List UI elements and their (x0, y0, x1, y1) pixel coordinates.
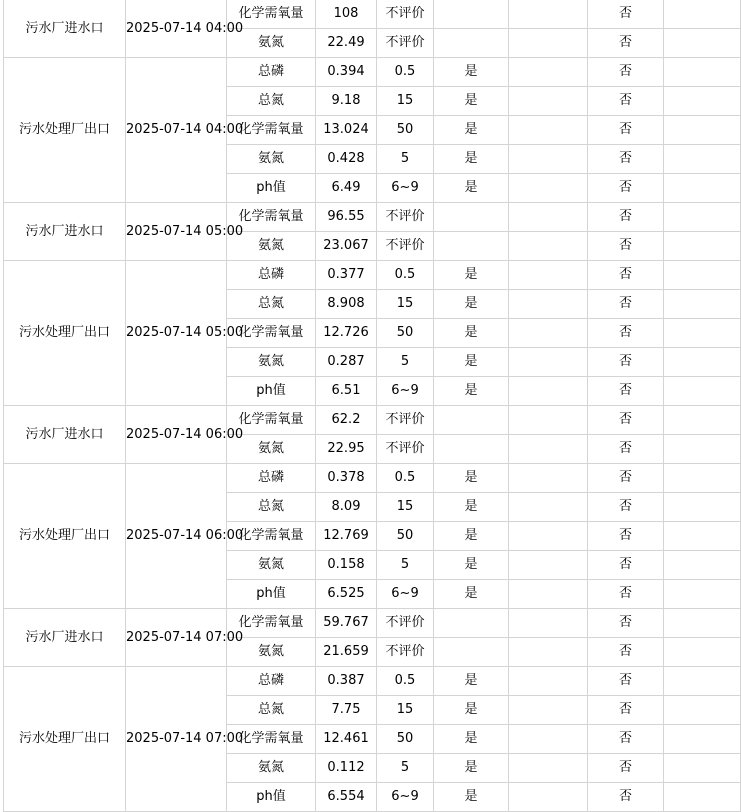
parameter-name-cell: 总氮 (227, 696, 316, 725)
parameter-name-cell: 化学需氧量 (227, 116, 316, 145)
measured-value-cell: 59.767 (316, 609, 377, 638)
blank-cell (664, 319, 741, 348)
measured-value-cell: 0.387 (316, 667, 377, 696)
standard-limit-cell: 6~9 (377, 377, 434, 406)
exceedance-cell: 否 (588, 696, 664, 725)
blank-cell (509, 551, 588, 580)
compliance-cell: 是 (434, 290, 509, 319)
measured-value-cell: 0.112 (316, 754, 377, 783)
standard-limit-cell: 50 (377, 116, 434, 145)
exceedance-cell: 否 (588, 319, 664, 348)
parameter-name-cell: 总磷 (227, 464, 316, 493)
exceedance-cell: 否 (588, 580, 664, 609)
exceedance-cell: 否 (588, 754, 664, 783)
blank-cell (664, 261, 741, 290)
compliance-cell: 是 (434, 116, 509, 145)
standard-limit-cell: 0.5 (377, 464, 434, 493)
monitoring-time-cell: 2025-07-14 04:00 (126, 0, 227, 58)
exceedance-cell: 否 (588, 174, 664, 203)
measured-value-cell: 0.378 (316, 464, 377, 493)
standard-limit-cell: 15 (377, 493, 434, 522)
table-row (4, 58, 741, 87)
measured-value-cell: 6.525 (316, 580, 377, 609)
parameter-name-cell: ph值 (227, 580, 316, 609)
blank-cell (664, 58, 741, 87)
measured-value-cell: 108 (316, 0, 377, 29)
compliance-cell: 是 (434, 145, 509, 174)
parameter-name-cell: ph值 (227, 174, 316, 203)
blank-cell (664, 667, 741, 696)
monitoring-site-cell: 污水处理厂出口 (4, 58, 126, 203)
monitoring-site-cell: 污水厂进水口 (4, 0, 126, 58)
parameter-name-cell: 氨氮 (227, 435, 316, 464)
standard-limit-cell: 6~9 (377, 580, 434, 609)
standard-limit-cell: 5 (377, 754, 434, 783)
parameter-name-cell: 氨氮 (227, 551, 316, 580)
blank-cell (509, 580, 588, 609)
blank-cell (664, 203, 741, 232)
exceedance-cell: 否 (588, 377, 664, 406)
compliance-cell (434, 638, 509, 667)
standard-limit-cell: 5 (377, 551, 434, 580)
compliance-cell: 是 (434, 377, 509, 406)
blank-cell (509, 174, 588, 203)
compliance-cell: 是 (434, 261, 509, 290)
table-row (4, 203, 741, 232)
standard-limit-cell: 50 (377, 725, 434, 754)
blank-cell (664, 116, 741, 145)
monitoring-time-cell: 2025-07-14 05:00 (126, 203, 227, 261)
compliance-cell: 是 (434, 580, 509, 609)
monitoring-time-cell: 2025-07-14 04:00 (126, 58, 227, 203)
blank-cell (509, 493, 588, 522)
standard-limit-cell: 不评价 (377, 406, 434, 435)
table-row (4, 464, 741, 493)
blank-cell (509, 435, 588, 464)
parameter-name-cell: 总氮 (227, 493, 316, 522)
compliance-cell (434, 435, 509, 464)
blank-cell (509, 0, 588, 29)
blank-cell (509, 87, 588, 116)
measured-value-cell: 96.55 (316, 203, 377, 232)
exceedance-cell: 否 (588, 29, 664, 58)
monitoring-time-cell: 2025-07-14 06:00 (126, 406, 227, 464)
table-row (4, 667, 741, 696)
measured-value-cell: 9.18 (316, 87, 377, 116)
parameter-name-cell: 化学需氧量 (227, 725, 316, 754)
monitoring-time-cell: 2025-07-14 06:00 (126, 464, 227, 609)
measured-value-cell: 22.95 (316, 435, 377, 464)
compliance-cell: 是 (434, 783, 509, 812)
exceedance-cell: 否 (588, 725, 664, 754)
compliance-cell: 是 (434, 493, 509, 522)
blank-cell (664, 493, 741, 522)
exceedance-cell: 否 (588, 145, 664, 174)
parameter-name-cell: 化学需氧量 (227, 203, 316, 232)
compliance-cell: 是 (434, 348, 509, 377)
exceedance-cell: 否 (588, 435, 664, 464)
blank-cell (664, 522, 741, 551)
monitoring-site-cell: 污水厂进水口 (4, 609, 126, 667)
exceedance-cell: 否 (588, 232, 664, 261)
exceedance-cell: 否 (588, 290, 664, 319)
blank-cell (509, 406, 588, 435)
monitoring-time-cell: 2025-07-14 05:00 (126, 261, 227, 406)
parameter-name-cell: 氨氮 (227, 754, 316, 783)
blank-cell (664, 638, 741, 667)
table-body (4, 0, 741, 812)
compliance-cell: 是 (434, 725, 509, 754)
exceedance-cell: 否 (588, 464, 664, 493)
measured-value-cell: 13.024 (316, 116, 377, 145)
exceedance-cell: 否 (588, 783, 664, 812)
measured-value-cell: 12.726 (316, 319, 377, 348)
blank-cell (509, 145, 588, 174)
compliance-cell: 是 (434, 58, 509, 87)
parameter-name-cell: 氨氮 (227, 638, 316, 667)
exceedance-cell: 否 (588, 609, 664, 638)
exceedance-cell: 否 (588, 406, 664, 435)
parameter-name-cell: 总磷 (227, 58, 316, 87)
exceedance-cell: 否 (588, 667, 664, 696)
exceedance-cell: 否 (588, 522, 664, 551)
exceedance-cell: 否 (588, 348, 664, 377)
compliance-cell: 是 (434, 174, 509, 203)
measured-value-cell: 22.49 (316, 29, 377, 58)
blank-cell (664, 580, 741, 609)
parameter-name-cell: 氨氮 (227, 232, 316, 261)
parameter-name-cell: 总磷 (227, 667, 316, 696)
measured-value-cell: 0.287 (316, 348, 377, 377)
compliance-cell (434, 203, 509, 232)
standard-limit-cell: 15 (377, 290, 434, 319)
parameter-name-cell: 氨氮 (227, 348, 316, 377)
compliance-cell: 是 (434, 319, 509, 348)
exceedance-cell: 否 (588, 0, 664, 29)
exceedance-cell: 否 (588, 116, 664, 145)
parameter-name-cell: 化学需氧量 (227, 0, 316, 29)
monitoring-time-cell: 2025-07-14 07:00 (126, 609, 227, 667)
blank-cell (664, 29, 741, 58)
measured-value-cell: 12.769 (316, 522, 377, 551)
blank-cell (664, 464, 741, 493)
standard-limit-cell: 15 (377, 87, 434, 116)
compliance-cell: 是 (434, 464, 509, 493)
compliance-cell (434, 232, 509, 261)
parameter-name-cell: 化学需氧量 (227, 406, 316, 435)
exceedance-cell: 否 (588, 203, 664, 232)
standard-limit-cell: 0.5 (377, 261, 434, 290)
blank-cell (664, 174, 741, 203)
parameter-name-cell: 氨氮 (227, 29, 316, 58)
compliance-cell: 是 (434, 551, 509, 580)
blank-cell (664, 754, 741, 783)
monitoring-time-cell: 2025-07-14 07:00 (126, 667, 227, 812)
monitoring-site-cell: 污水厂进水口 (4, 203, 126, 261)
parameter-name-cell: ph值 (227, 783, 316, 812)
monitoring-site-cell: 污水处理厂出口 (4, 261, 126, 406)
measured-value-cell: 6.51 (316, 377, 377, 406)
standard-limit-cell: 50 (377, 522, 434, 551)
parameter-name-cell: 化学需氧量 (227, 609, 316, 638)
blank-cell (664, 435, 741, 464)
blank-cell (664, 725, 741, 754)
blank-cell (664, 609, 741, 638)
compliance-cell: 是 (434, 696, 509, 725)
blank-cell (509, 29, 588, 58)
measured-value-cell: 12.461 (316, 725, 377, 754)
standard-limit-cell: 不评价 (377, 232, 434, 261)
standard-limit-cell: 不评价 (377, 638, 434, 667)
blank-cell (509, 464, 588, 493)
parameter-name-cell: 化学需氧量 (227, 522, 316, 551)
standard-limit-cell: 0.5 (377, 667, 434, 696)
blank-cell (664, 0, 741, 29)
measured-value-cell: 8.908 (316, 290, 377, 319)
exceedance-cell: 否 (588, 493, 664, 522)
monitoring-site-cell: 污水处理厂出口 (4, 464, 126, 609)
blank-cell (509, 319, 588, 348)
monitoring-site-cell: 污水厂进水口 (4, 406, 126, 464)
standard-limit-cell: 5 (377, 348, 434, 377)
standard-limit-cell: 6~9 (377, 783, 434, 812)
table-row (4, 609, 741, 638)
table-row (4, 0, 741, 29)
measured-value-cell: 23.067 (316, 232, 377, 261)
blank-cell (664, 290, 741, 319)
parameter-name-cell: 总磷 (227, 261, 316, 290)
exceedance-cell: 否 (588, 87, 664, 116)
blank-cell (509, 754, 588, 783)
table-row (4, 261, 741, 290)
measured-value-cell: 0.428 (316, 145, 377, 174)
blank-cell (509, 783, 588, 812)
compliance-cell (434, 29, 509, 58)
blank-cell (664, 377, 741, 406)
standard-limit-cell: 0.5 (377, 58, 434, 87)
blank-cell (509, 725, 588, 754)
blank-cell (509, 667, 588, 696)
measured-value-cell: 8.09 (316, 493, 377, 522)
exceedance-cell: 否 (588, 638, 664, 667)
blank-cell (509, 203, 588, 232)
compliance-cell: 是 (434, 522, 509, 551)
measured-value-cell: 62.2 (316, 406, 377, 435)
measured-value-cell: 21.659 (316, 638, 377, 667)
parameter-name-cell: 化学需氧量 (227, 319, 316, 348)
table-row (4, 406, 741, 435)
exceedance-cell: 否 (588, 551, 664, 580)
blank-cell (664, 406, 741, 435)
monitoring-site-cell: 污水处理厂出口 (4, 667, 126, 812)
blank-cell (509, 696, 588, 725)
blank-cell (509, 261, 588, 290)
blank-cell (664, 232, 741, 261)
standard-limit-cell: 不评价 (377, 0, 434, 29)
blank-cell (509, 638, 588, 667)
standard-limit-cell: 6~9 (377, 174, 434, 203)
standard-limit-cell: 50 (377, 319, 434, 348)
compliance-cell: 是 (434, 667, 509, 696)
standard-limit-cell: 15 (377, 696, 434, 725)
measured-value-cell: 6.49 (316, 174, 377, 203)
measured-value-cell: 6.554 (316, 783, 377, 812)
parameter-name-cell: 总氮 (227, 87, 316, 116)
blank-cell (509, 232, 588, 261)
monitoring-table (3, 0, 741, 812)
compliance-cell (434, 0, 509, 29)
blank-cell (509, 290, 588, 319)
blank-cell (509, 116, 588, 145)
compliance-cell (434, 406, 509, 435)
blank-cell (509, 522, 588, 551)
blank-cell (664, 145, 741, 174)
blank-cell (664, 348, 741, 377)
blank-cell (664, 87, 741, 116)
compliance-cell: 是 (434, 87, 509, 116)
blank-cell (509, 58, 588, 87)
standard-limit-cell: 5 (377, 145, 434, 174)
measured-value-cell: 7.75 (316, 696, 377, 725)
compliance-cell: 是 (434, 754, 509, 783)
measured-value-cell: 0.377 (316, 261, 377, 290)
exceedance-cell: 否 (588, 58, 664, 87)
blank-cell (509, 609, 588, 638)
blank-cell (664, 551, 741, 580)
blank-cell (664, 696, 741, 725)
compliance-cell (434, 609, 509, 638)
standard-limit-cell: 不评价 (377, 609, 434, 638)
standard-limit-cell: 不评价 (377, 435, 434, 464)
blank-cell (509, 377, 588, 406)
standard-limit-cell: 不评价 (377, 29, 434, 58)
blank-cell (664, 783, 741, 812)
exceedance-cell: 否 (588, 261, 664, 290)
standard-limit-cell: 不评价 (377, 203, 434, 232)
measured-value-cell: 0.158 (316, 551, 377, 580)
blank-cell (509, 348, 588, 377)
measured-value-cell: 0.394 (316, 58, 377, 87)
parameter-name-cell: ph值 (227, 377, 316, 406)
parameter-name-cell: 总氮 (227, 290, 316, 319)
parameter-name-cell: 氨氮 (227, 145, 316, 174)
